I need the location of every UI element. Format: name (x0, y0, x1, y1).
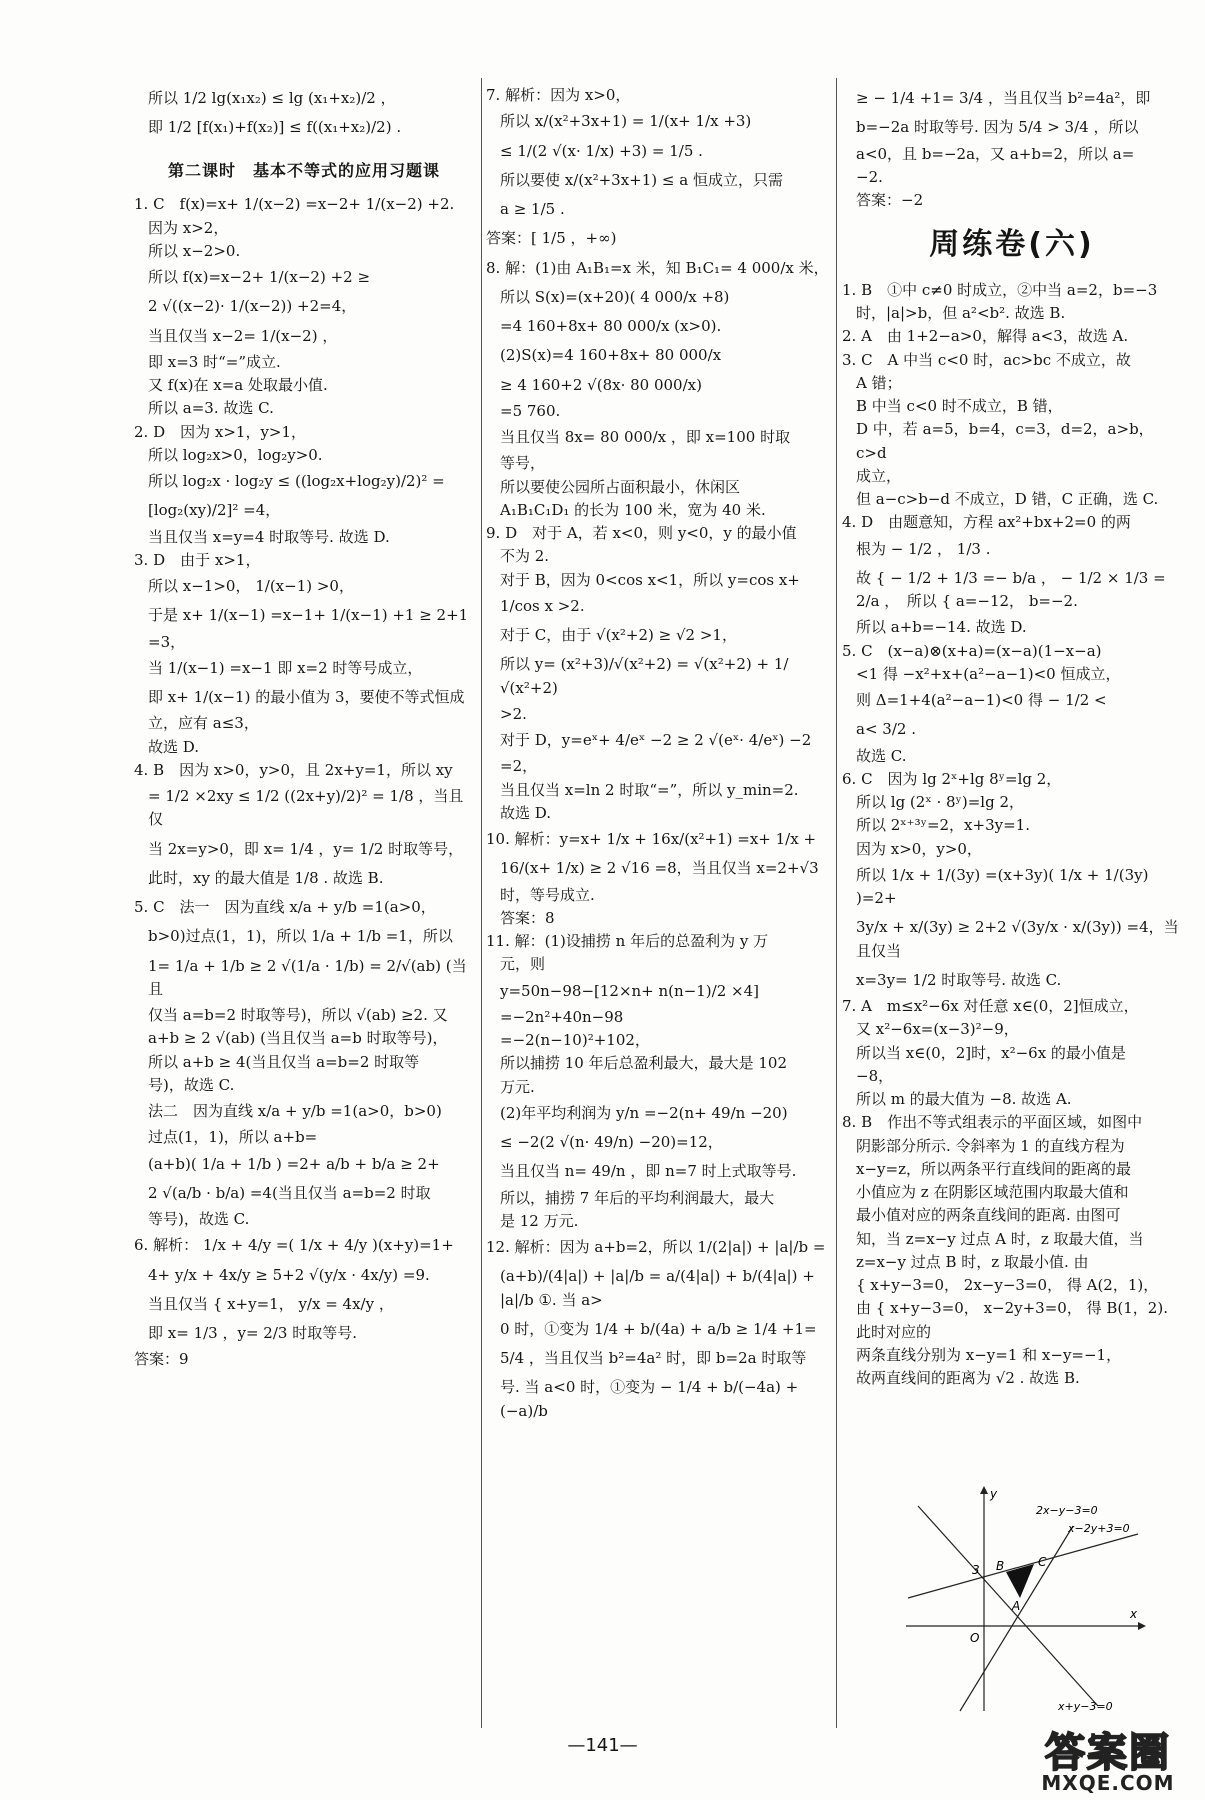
text-line: 时，|a|>b，但 a²<b². 故选 B. (856, 304, 1066, 322)
text-line: =3， (148, 632, 186, 651)
text-line: 于是 x+ 1/(x−1) =x−1+ 1/(x−1) +1 ≥ 2+1 (148, 606, 469, 625)
point-a-label: A (1012, 1599, 1021, 1613)
label-line-x+y-3: x+y−3=0 (1058, 1700, 1113, 1713)
text-line: 不为 2. (500, 547, 550, 566)
text-line: 答案：8 (500, 908, 555, 927)
text-line: A 错； (856, 373, 902, 392)
column-divider-1 (481, 78, 482, 1728)
watermark-logo (1018, 1722, 1200, 1794)
text-line: 所以 1/x + 1/(3y) =(x+3y)( 1/x + 1/(3y) )=2+ (856, 865, 1154, 907)
text-line: 3. D 由于 x>1， (134, 550, 261, 569)
text-line: 等号， (500, 454, 546, 473)
text-line: =5 760. (500, 401, 561, 420)
text-line: 即 1/2 [f(x₁)+f(x₂)] ≤ f((x₁+x₂)/2) . (148, 118, 402, 137)
text-line: 号)，故选 C. (148, 1075, 235, 1094)
text-line: D 中，若 a=5，b=4，c=3，d=2，a>b，c>d (856, 420, 1154, 462)
section-title: 周练卷(六) (929, 227, 1095, 263)
text-line: 所以 S(x)=(x+20)( 4 000/x +8) (500, 287, 730, 306)
text-line: 最小值对应的两条直线间的距离. 由图可 (856, 1206, 1121, 1225)
text-line: >2. (500, 704, 527, 723)
text-line: 4. B 因为 x>0，y>0，且 2x+y=1，所以 xy (134, 760, 453, 779)
text-line: 当 2x=y>0，即 x= 1/4 ，y= 1/2 时取等号， (148, 839, 464, 858)
text-line: 所以 x/(x²+3x+1) = 1/(x+ 1/x +3) (500, 112, 752, 131)
text-line: 所以 1/2 lg(x₁x₂) ≤ lg (x₁+x₂)/2 ， (148, 89, 396, 107)
text-line: 两条直线分别为 x−y=1 和 x−y=−1， (856, 1345, 1122, 1364)
text-line: 所以 2ˣ⁺³ʸ=2，x+3y=1. (856, 816, 1030, 835)
text-line: 答案：[ 1/5 ，+∞) (486, 229, 617, 248)
text-line: 所以当 x∈(0，2]时，x²−6x 的最小值是 (856, 1043, 1126, 1062)
text-line: a+b ≥ 2 √(ab) (当且仅当 a=b 时取等号)， (148, 1029, 448, 1048)
text-line: 3. C A 中当 c<0 时，ac>bc 不成立，故 (842, 350, 1131, 369)
text-line: 根为 − 1/2 ， 1/3 . (856, 539, 991, 558)
text-line: { x+y−3=0， 2x−y−3=0， 得 A(2，1)， (856, 1276, 1159, 1294)
text-line: (2)年平均利润为 y/n =−2(n+ 49/n −20) (500, 1103, 788, 1122)
text-line: 由 { x+y−3=0， x−2y+3=0， 得 B(1，2). 此时对应的 (856, 1299, 1173, 1341)
text-line: =2， (500, 757, 538, 776)
text-line: z=x−y 过点 B 时，z 取最小值. 由 (856, 1252, 1089, 1271)
text-line: 当且仅当 x−2= 1/(x−2) ， (148, 326, 338, 345)
x-axis-arrow (1138, 1622, 1146, 1630)
text-line: 所以 a+b=−14. 故选 D. (856, 618, 1027, 637)
text-line: 6. C 因为 lg 2ˣ+lg 8ʸ=lg 2， (842, 769, 1062, 788)
text-line: 因为 x>2， (148, 218, 229, 237)
text-line: 仅当 a=b=2 时取等号)，所以 √(ab) ≥2. 又 (148, 1006, 448, 1025)
text-line: −2. (856, 167, 883, 186)
column-left (134, 84, 474, 1372)
text-line: a ≥ 1/5 . (500, 200, 565, 218)
text-line: 所以 lg (2ˣ · 8ʸ)=lg 2， (856, 793, 1025, 811)
text-line: 则 Δ=1+4(a²−a−1)<0 得 − 1/2 < (856, 691, 1107, 709)
text-line: 2. A 由 1+2−a>0，解得 a<3，故选 A. (842, 327, 1129, 346)
text-line: 成立， (856, 466, 902, 485)
text-line: 8. 解：(1)由 A₁B₁=x 米，知 B₁C₁= 4 000/x 米， (486, 258, 829, 277)
text-line: 当且仅当 { x+y=1， y/x = 4x/y ， (148, 1294, 394, 1313)
text-line: 当 1/(x−1) =x−1 即 x=2 时等号成立， (148, 658, 423, 677)
text-line: 元，则 (500, 955, 546, 974)
text-line: 法二 因为直线 x/a + y/b =1(a>0，b>0) (148, 1102, 442, 1121)
text-line: 等号)，故选 C. (148, 1210, 250, 1229)
text-line: 5. C (x−a)⊗(x+a)=(x−a)(1−x−a) (842, 641, 1102, 660)
text-line: 1. C f(x)=x+ 1/(x−2) =x−2+ 1/(x−2) +2. (134, 195, 455, 214)
text-line: 8. B 作出不等式组表示的平面区域，如图中 (842, 1113, 1143, 1132)
text-line: 故选 C. (856, 746, 907, 765)
text-line: 所以 f(x)=x−2+ 1/(x−2) +2 ≥ (148, 268, 371, 287)
text-line: 11. 解：(1)设捕捞 n 年后的总盈利为 y 万 (486, 932, 769, 950)
text-line: 4+ y/x + 4x/y ≥ 5+2 √(y/x · 4x/y) =9. (148, 1265, 430, 1284)
column-divider-2 (836, 78, 837, 1728)
text-line: 所以 a=3. 故选 C. (148, 399, 274, 418)
text-line: 时，等号成立. (500, 885, 595, 904)
text-line: 所以要使 x/(x²+3x+1) ≤ a 恒成立，只需 (500, 170, 783, 189)
text-line: 所以 x−2>0. (148, 241, 241, 260)
column-middle (486, 84, 831, 1426)
text-line: 当且仅当 8x= 80 000/x ，即 x=100 时取 (500, 428, 791, 446)
text-line: b>0)过点(1，1)，所以 1/a + 1/b =1，所以 (148, 927, 453, 946)
text-line: 即 x=3 时“=”成立. (148, 352, 281, 371)
text-line: <1 得 −x²+x+(a²−a−1)<0 恒成立， (856, 664, 1121, 683)
text-line: 当且仅当 x=y=4 时取等号. 故选 D. (148, 527, 390, 546)
label-line-2x-y-3: 2x−y−3=0 (1036, 1504, 1098, 1517)
text-line: x=3y= 1/2 时取等号. 故选 C. (856, 970, 1062, 989)
text-line: 所以 log₂x>0，log₂y>0. (148, 445, 323, 464)
text-line: 6. 解析： 1/x + 4/y =( 1/x + 4/y )(x+y)=1+ (134, 1236, 454, 1255)
text-line: 5. C 法一 因为直线 x/a + y/b =1(a>0， (134, 898, 436, 917)
text-line: 阴影部分所示. 令斜率为 1 的直线方程为 (856, 1136, 1125, 1155)
text-line: 此时，xy 的最大值是 1/8 . 故选 B. (148, 868, 384, 887)
text-line: 过点(1，1)，所以 a+b= (148, 1128, 318, 1147)
text-line: 故选 D. (500, 803, 552, 822)
text-line: 2 √((x−2)· 1/(x−2)) +2=4， (148, 297, 357, 316)
text-line: 1/cos x >2. (500, 596, 585, 615)
label-line-x-2y+3: x−2y+3=0 (1068, 1522, 1130, 1535)
tick-3-label: 3 (972, 1563, 980, 1577)
text-line: 知，当 z=x−y 过点 A 时，z 取最大值，当 (856, 1229, 1144, 1248)
text-line: (a+b)( 1/a + 1/b ) =2+ a/b + b/a ≥ 2+ (148, 1154, 440, 1173)
text-line: (a+b)/(4|a|) + |a|/b = a/(4|a|) + b/(4|a|) + |a|/b ①. 当 a> (500, 1267, 820, 1309)
text-line: (2)S(x)=4 160+8x+ 80 000/x (500, 346, 722, 365)
text-line: 所以捕捞 10 年后总盈利最大，最大是 102 (500, 1054, 788, 1073)
text-line: 所以，捕捞 7 年后的平均利润最大，最大 (500, 1188, 775, 1207)
text-line: 又 x²−6x=(x−3)²−9， (856, 1020, 1019, 1039)
text-line: 所以 a+b ≥ 4(当且仅当 a=b=2 时取等 (148, 1052, 420, 1071)
page-number: —141— (567, 1735, 638, 1756)
y-axis-label: y (990, 1487, 998, 1501)
text-line: b=−2a 时取等号. 因为 5/4 > 3/4 ，所以 (856, 118, 1139, 137)
text-line: a<0，且 b=−2a，又 a+b=2，所以 a= (856, 144, 1135, 163)
text-line: 是 12 万元. (500, 1211, 579, 1230)
text-line: 故选 D. (148, 737, 200, 756)
text-line: 2 √(a/b · b/a) =4(当且仅当 a=b=2 时取 (148, 1183, 431, 1202)
text-line: 万元. (500, 1077, 535, 1096)
text-line: 5/4 ，当且仅当 b²=4a² 时，即 b=2a 时取等 (500, 1349, 807, 1367)
text-line: ≥ 4 160+2 √(8x· 80 000/x) (500, 375, 702, 394)
text-line: 1. B ①中 c≠0 时成立，②中当 a=2，b=−3 (842, 280, 1158, 299)
text-line: 3y/x + x/(3y) ≥ 2+2 √(3y/x · x/(3y)) =4，当且仅当 (856, 918, 1179, 960)
text-line: 2. D 因为 x>1，y>1， (134, 422, 307, 441)
text-line: ≤ −2(2 √(n· 49/n) −20)=12， (500, 1133, 723, 1151)
text-line: 又 f(x)在 x=a 处取最小值. (148, 376, 328, 395)
text-line: 即 x= 1/3 ，y= 2/3 时取等号. (148, 1324, 357, 1343)
section-title: 第二课时 基本不等式的应用习题课 (167, 160, 440, 180)
text-line: 所以 log₂x · log₂y ≤ ((log₂x+log₂y)/2)² = (148, 472, 445, 491)
text-line: 对于 D，y=eˣ+ 4/eˣ −2 ≥ 2 √(eˣ· 4/eˣ) −2 (500, 731, 812, 749)
text-line: A₁B₁C₁D₁ 的长为 100 米，宽为 40 米. (500, 500, 766, 519)
column-right (842, 84, 1182, 1390)
text-line: 4. D 由题意知，方程 ax²+bx+2=0 的两 (842, 513, 1131, 532)
text-line: y=50n−98−[12×n+ n(n−1)/2 ×4] (500, 981, 759, 1000)
point-b-label: B (996, 1559, 1005, 1573)
text-line: 号. 当 a<0 时，①变为 − 1/4 + b/(−4a) + (−a)/b (500, 1378, 804, 1420)
text-line: = 1/2 ×2xy ≤ 1/2 ((2x+y)/2)² = 1/8 ，当且仅 (148, 787, 464, 829)
watermark-sub-text: MXQE.COM (1041, 1771, 1175, 1795)
text-line: 即 x+ 1/(x−1) 的最小值为 3，要使不等式恒成 (148, 688, 465, 707)
text-line: 所以 x−1>0， 1/(x−1) >0， (148, 577, 354, 596)
text-line: 10. 解析：y=x+ 1/x + 16x/(x²+1) =x+ 1/x + (486, 830, 817, 848)
text-line: 因为 x>0，y>0， (856, 839, 982, 858)
text-line: 所以要使公园所占面积最小，休闲区 (500, 477, 741, 496)
y-axis-arrow (980, 1486, 988, 1494)
text-line: 1= 1/a + 1/b ≥ 2 √(1/a · 1/b) = 2/√(ab) (当且 (148, 956, 467, 998)
text-line: 12. 解析：因为 a+b=2，所以 1/(2|a|) + |a|/b = (486, 1238, 826, 1256)
text-line: 所以 m 的最大值为 −8. 故选 A. (856, 1090, 1072, 1108)
text-line: 0 时，①变为 1/4 + b/(4a) + a/b ≥ 1/4 +1= (500, 1319, 817, 1338)
text-line: 答案：9 (134, 1350, 189, 1369)
text-line: =−2n²+40n−98 (500, 1007, 624, 1026)
line-x+y-3 (918, 1506, 1098, 1706)
text-line: 所以 y= (x²+3)/√(x²+2) = √(x²+2) + 1/√(x²+2) (500, 655, 789, 697)
text-line: 当且仅当 n= 49/n ，即 n=7 时上式取等号. (500, 1162, 797, 1181)
text-line: 对于 B，因为 0<cos x<1，所以 y=cos x+ (500, 570, 800, 589)
point-c-label: C (1038, 1555, 1047, 1569)
text-line: 对于 C，由于 √(x²+2) ≥ √2 >1， (500, 626, 737, 644)
text-line: 7. 解析：因为 x>0， (486, 86, 631, 104)
text-line: 小值应为 z 在阴影区域范围内取最大值和 (856, 1183, 1129, 1201)
text-line: =−2(n−10)²+102， (500, 1031, 650, 1049)
text-line: 答案：−2 (856, 191, 924, 209)
origin-label: O (970, 1631, 980, 1645)
text-line: ≥ − 1/4 +1= 3/4 ，当且仅当 b²=4a²，即 (856, 89, 1151, 107)
text-line: 故 { − 1/2 + 1/3 =− b/a ， − 1/2 × 1/3 = 2/a ， 所以 { a=−12， b=−2. (856, 568, 1171, 610)
text-line: 立，应有 a≤3， (148, 714, 259, 733)
text-line: 故两直线间的距离为 √2 . 故选 B. (856, 1369, 1080, 1387)
text-line: −8， (856, 1066, 894, 1085)
text-line: 当且仅当 x=ln 2 时取“=”，所以 y_min=2. (500, 780, 799, 799)
text-line: 7. A m≤x²−6x 对任意 x∈(0，2]恒成立， (842, 997, 1139, 1015)
text-line: [log₂(xy)/2]² =4， (148, 501, 281, 520)
text-line: ≤ 1/(2 √(x· 1/x) +3) = 1/5 . (500, 141, 703, 160)
line-2x-y-3 (960, 1526, 1073, 1711)
text-line: a< 3/2 . (856, 720, 916, 739)
x-axis-label: x (1130, 1607, 1138, 1621)
text-line: =4 160+8x+ 80 000/x (x>0). (500, 317, 722, 335)
text-line: 9. D 对于 A，若 x<0，则 y<0，y 的最小值 (486, 524, 797, 542)
text-line: x−y=z，所以两条平行直线间的距离的最 (856, 1159, 1131, 1178)
feasible-region-figure (898, 1486, 1148, 1716)
text-line: B 中当 c<0 时不成立，B 错， (856, 397, 1063, 415)
watermark-main-text: 答案圈 (1045, 1730, 1171, 1776)
text-line: 16/(x+ 1/x) ≥ 2 √16 =8，当且仅当 x=2+√3 (500, 859, 819, 878)
text-line: 但 a−c>b−d 不成立，D 错，C 正确，选 C. (856, 490, 1159, 508)
